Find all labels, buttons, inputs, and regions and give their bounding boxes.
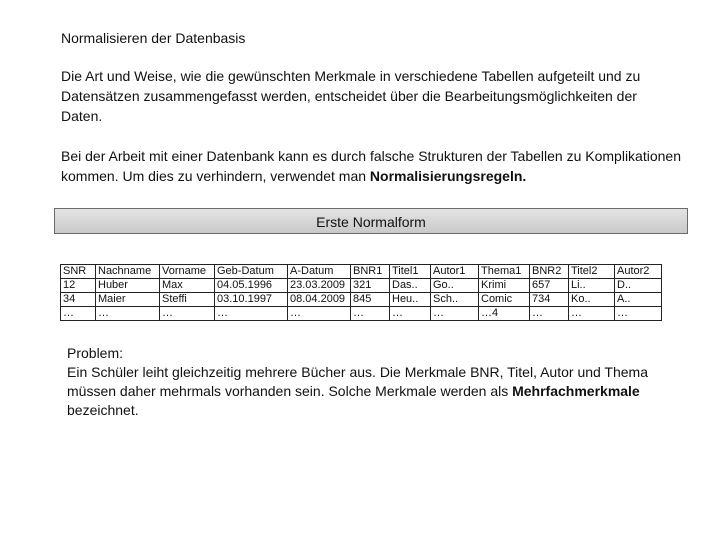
table-cell: D.. [615,279,662,293]
table-cell: Krimi [479,279,530,293]
table-cell: Vorname [160,265,215,279]
problem-box [67,344,667,420]
table-cell: SNR [61,265,96,279]
first-normal-form-table [60,264,662,321]
table-cell: A-Datum [288,265,351,279]
table-row [61,307,662,321]
intro-paragraph: Die Art und Weise, wie die gewünschten Merkmale in verschiedene Tabellen aufgeteilt und zu Datensätzen zusammengefasst werden, entscheidet über die Bearbeitungsmöglichkeiten der Daten. [61,68,641,124]
table-cell: … [288,307,351,321]
table-cell: Titel1 [390,265,431,279]
table-header-row [61,265,662,279]
table-cell: Go.. [431,279,479,293]
table-cell: … [61,307,96,321]
table-cell: 34 [61,293,96,307]
table-cell: 23.03.2009 [288,279,351,293]
table-cell: 08.04.2009 [288,293,351,307]
table-cell: … [390,307,431,321]
section-header-bar: Erste Normalform [54,208,688,234]
table-cell: … [530,307,569,321]
problem-intro-paragraph [61,146,681,186]
problem-text [67,363,667,420]
table-cell: … [215,307,288,321]
table-cell: Thema1 [479,265,530,279]
page-title: Normalisieren der Datenbasis [61,30,246,46]
table-cell: 04.05.1996 [215,279,288,293]
table-cell: Comic [479,293,530,307]
table-cell: … [160,307,215,321]
table-cell: A.. [615,293,662,307]
table-cell: BNR2 [530,265,569,279]
table-cell: 321 [351,279,390,293]
table-cell: Steffi [160,293,215,307]
table-cell: 03.10.1997 [215,293,288,307]
table-cell: 845 [351,293,390,307]
table-cell: Geb-Datum [215,265,288,279]
table-cell: … [615,307,662,321]
table-cell: Heu.. [390,293,431,307]
table-cell: Titel2 [569,265,615,279]
table-cell: … [351,307,390,321]
table-cell: Huber [96,279,160,293]
normalisierungsregeln-term: Normalisierungsregeln. [369,168,527,184]
table-row [61,293,662,307]
table-cell: … [96,307,160,321]
table-cell: Max [160,279,215,293]
table-cell: Ko.. [569,293,615,307]
table-cell: Nachname [96,265,160,279]
table-cell: 734 [530,293,569,307]
problem-heading: Problem: [67,345,124,361]
problem-suffix: bezeichnet. [67,402,139,418]
table-cell: 657 [530,279,569,293]
table-cell: BNR1 [351,265,390,279]
table-cell: 12 [61,279,96,293]
table-cell: Sch.. [431,293,479,307]
table-cell: Li.. [569,279,615,293]
problem-body: Ein Schüler leiht gleichzeitig mehrere Bücher aus. Die Merkmale BNR, Titel, Autor und Thema müssen daher mehrmals vorhanden sein. Solche Merkmale werden als [67,364,649,399]
table-cell: … [431,307,479,321]
paragraph2-text: Bei der Arbeit mit einer Datenbank kann es durch falsche Strukturen der Tabellen zu Komplikationen kommen. Um dies zu verhindern, verwendet man [61,148,681,184]
table-row [61,279,662,293]
mehrfachmerkmale-term: Mehrfachmerkmale [512,383,640,399]
table-cell: …4 [479,307,530,321]
table-cell: Maier [96,293,160,307]
table-cell: … [569,307,615,321]
table-cell: Autor1 [431,265,479,279]
table-cell: Autor2 [615,265,662,279]
table-cell: Das.. [390,279,431,293]
